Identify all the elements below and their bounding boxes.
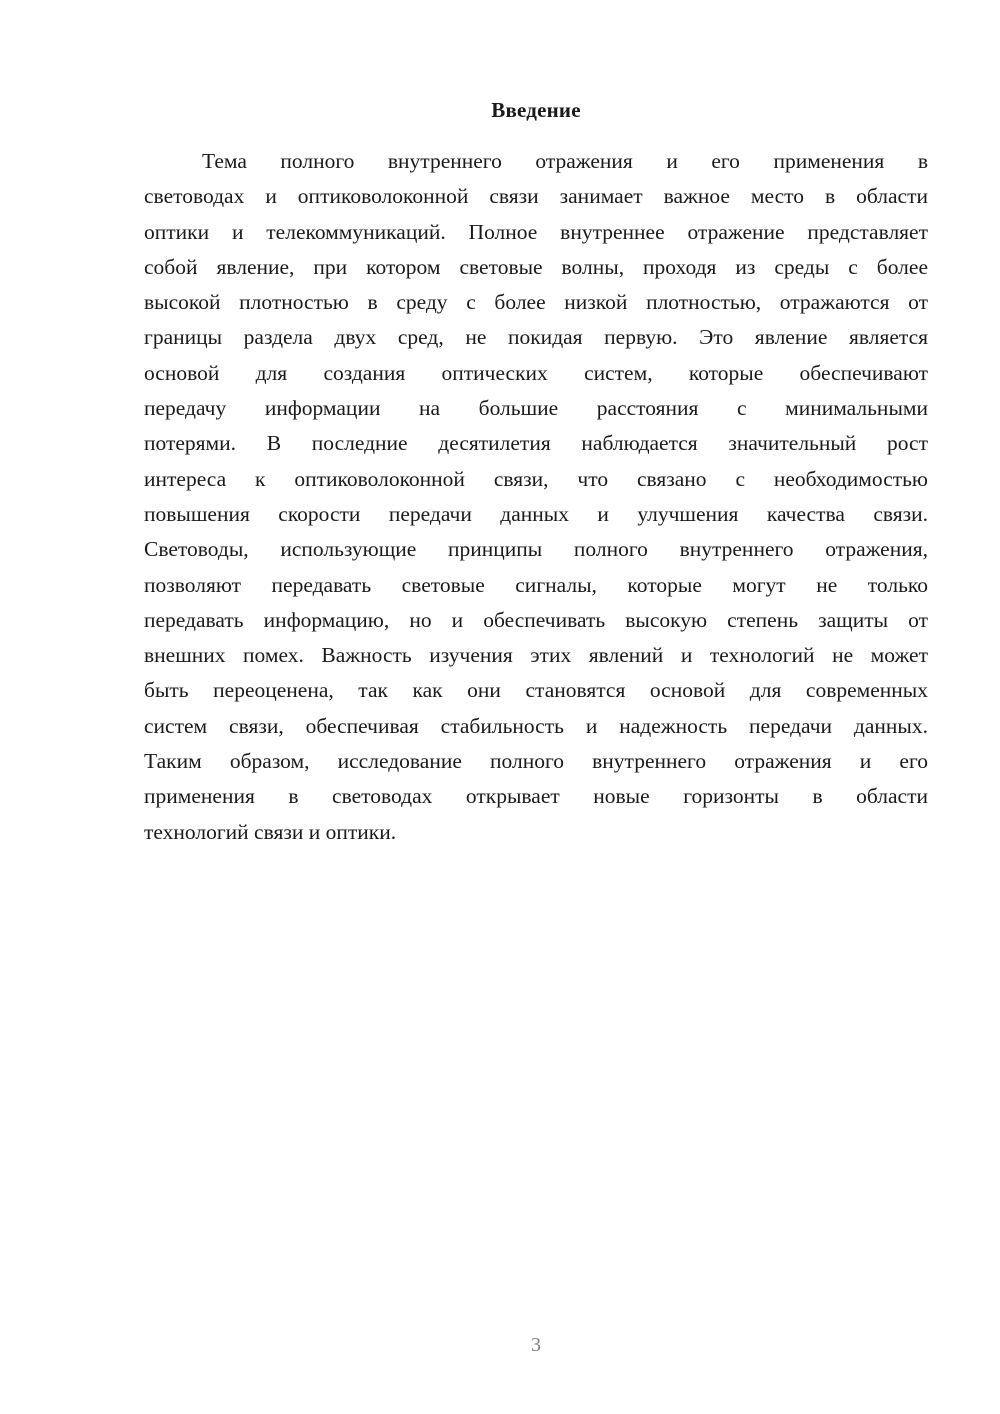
paragraph-line: технологий связи и оптики.: [144, 819, 397, 844]
paragraph-line: потерями. В последние десятилетия наблюдается значительный рост: [144, 431, 928, 456]
paragraph-line: применения в световодах открывает новые горизонты в области: [144, 784, 928, 809]
paragraph-line: систем связи, обеспечивая стабильность и надежность передачи данных.: [144, 713, 928, 738]
paragraph-line: Таким образом, исследование полного внутреннего отражения и его: [144, 749, 928, 774]
paragraph-line: световодах и оптиковолоконной связи занимает важное место в области: [144, 184, 928, 209]
paragraph-line: Световоды, использующие принципы полного внутреннего отражения,: [144, 537, 928, 562]
paragraph-line: позволяют передавать световые сигналы, которые могут не только: [144, 572, 928, 597]
paragraph-line: повышения скорости передачи данных и улучшения качества связи.: [144, 501, 928, 526]
paragraph-line: внешних помех. Важность изучения этих явлений и технологий не может: [144, 643, 928, 668]
paragraph-line: собой явление, при котором световые волны, проходя из среды с более: [144, 254, 928, 279]
paragraph-line: интереса к оптиковолоконной связи, что связано с необходимостью: [144, 466, 928, 491]
paragraph-line: быть переоценена, так как они становятся основой для современных: [144, 678, 928, 703]
paragraph-line: передавать информацию, но и обеспечивать высокую степень защиты от: [144, 607, 928, 632]
body-paragraph: [144, 144, 928, 850]
paragraph-line: передачу информации на большие расстояния с минимальными: [144, 396, 928, 421]
paragraph-line: оптики и телекоммуникаций. Полное внутреннее отражение представляет: [144, 219, 928, 244]
paragraph-line: Тема полного внутреннего отражения и его применения в: [202, 149, 928, 173]
paragraph-line: основой для создания оптических систем, которые обеспечивают: [144, 360, 928, 385]
paragraph-line: границы раздела двух сред, не покидая первую. Это явление является: [144, 325, 928, 350]
page-number: 3: [531, 1334, 541, 1356]
paragraph-line: высокой плотностью в среду с более низкой плотностью, отражаются от: [144, 290, 928, 315]
section-heading: Введение: [491, 98, 581, 122]
